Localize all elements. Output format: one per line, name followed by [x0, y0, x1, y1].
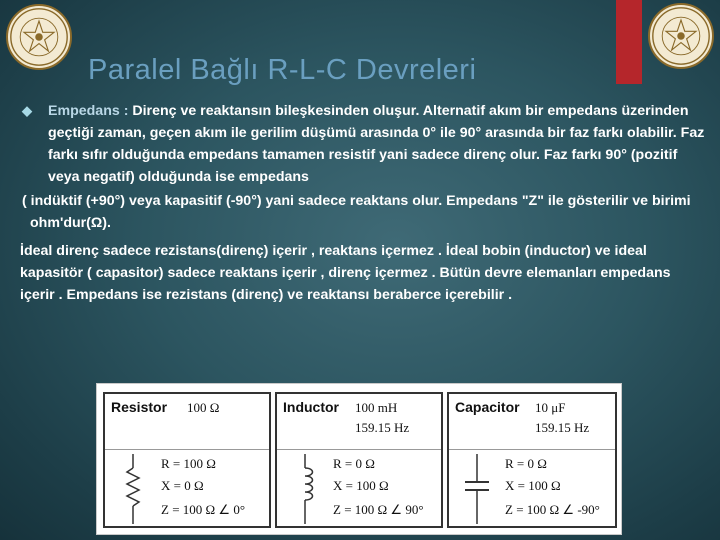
capacitor-panel — [447, 392, 617, 528]
reactance-eq: X = 100 Ω — [505, 478, 561, 493]
reactance-eq: X = 100 Ω — [333, 478, 389, 493]
paragraph-ideal-elements: İdeal direnç sadece rezistans(direnç) içerir , reaktans içermez . İdeal bobin (inductor) ve ideal kapasitör ( capasitor) sadece reaktans içerir , direnç içermez . Bütün devre elemanları empedans içerir . Empedans ise rezistans (direnç) ve reaktansı beraberce içerebilir . — [20, 243, 671, 303]
panel-divider — [105, 449, 269, 450]
resistance-eq: R = 0 Ω — [333, 456, 375, 471]
panel-value: 100 mH — [355, 400, 398, 415]
reactance-eq: X = 0 Ω — [161, 478, 204, 493]
resistor-panel — [103, 392, 271, 528]
panel-frequency: 159.15 Hz — [535, 420, 590, 435]
rlc-components-figure — [96, 383, 622, 535]
diamond-bullet-icon: ◆ — [22, 103, 32, 118]
panel-divider — [449, 449, 615, 450]
panel-divider — [277, 449, 441, 450]
panel-value: 100 Ω — [187, 400, 220, 415]
inductor-icon — [285, 454, 325, 524]
bullet-text: Direnç ve reaktansın bileşkesinden oluşur. Alternatif akım bir empedans üzerinden geçtiği zaman, geçen akım ile gerilim düşümü arasında 0° ile 90° arasında bir faz farkı olabilir. Faz farkı sıfır olduğunda empedans tamamen resistif yani sadece direnç olur. Faz farkı 90° (pozitif veya negatif) olduğunda ise empedans — [48, 103, 705, 185]
inductor-panel — [275, 392, 443, 528]
impedance-eq: Z = 100 Ω ∠ 90° — [333, 502, 424, 517]
slide-body — [20, 100, 708, 306]
bullet-item — [20, 100, 708, 188]
panel-frequency: 159.15 Hz — [355, 420, 410, 435]
university-seal-icon — [8, 6, 70, 68]
university-logo-right — [648, 3, 714, 69]
panel-name: Resistor — [111, 399, 168, 415]
paragraph-impedance: ( indüktif (+90°) veya kapasitif (-90°) yani sadece reaktans olur. Empedans "Z" ile gösterilir ve birimi ohm'dur(Ω). — [22, 193, 691, 231]
slide-title: Paralel Bağlı R-L-C Devreleri — [88, 54, 477, 86]
capacitor-icon — [457, 454, 497, 524]
resistance-eq: R = 0 Ω — [505, 456, 547, 471]
impedance-eq: Z = 100 Ω ∠ -90° — [505, 502, 600, 517]
panel-value: 10 μF — [535, 400, 566, 415]
impedance-eq: Z = 100 Ω ∠ 0° — [161, 502, 246, 517]
bullet-lead-term: Empedans : — [48, 103, 129, 119]
university-logo-left — [6, 4, 72, 70]
panel-name: Capacitor — [455, 399, 520, 415]
university-seal-icon — [650, 5, 712, 67]
resistor-icon — [113, 454, 153, 524]
resistance-eq: R = 100 Ω — [161, 456, 216, 471]
panel-name: Inductor — [283, 399, 339, 415]
